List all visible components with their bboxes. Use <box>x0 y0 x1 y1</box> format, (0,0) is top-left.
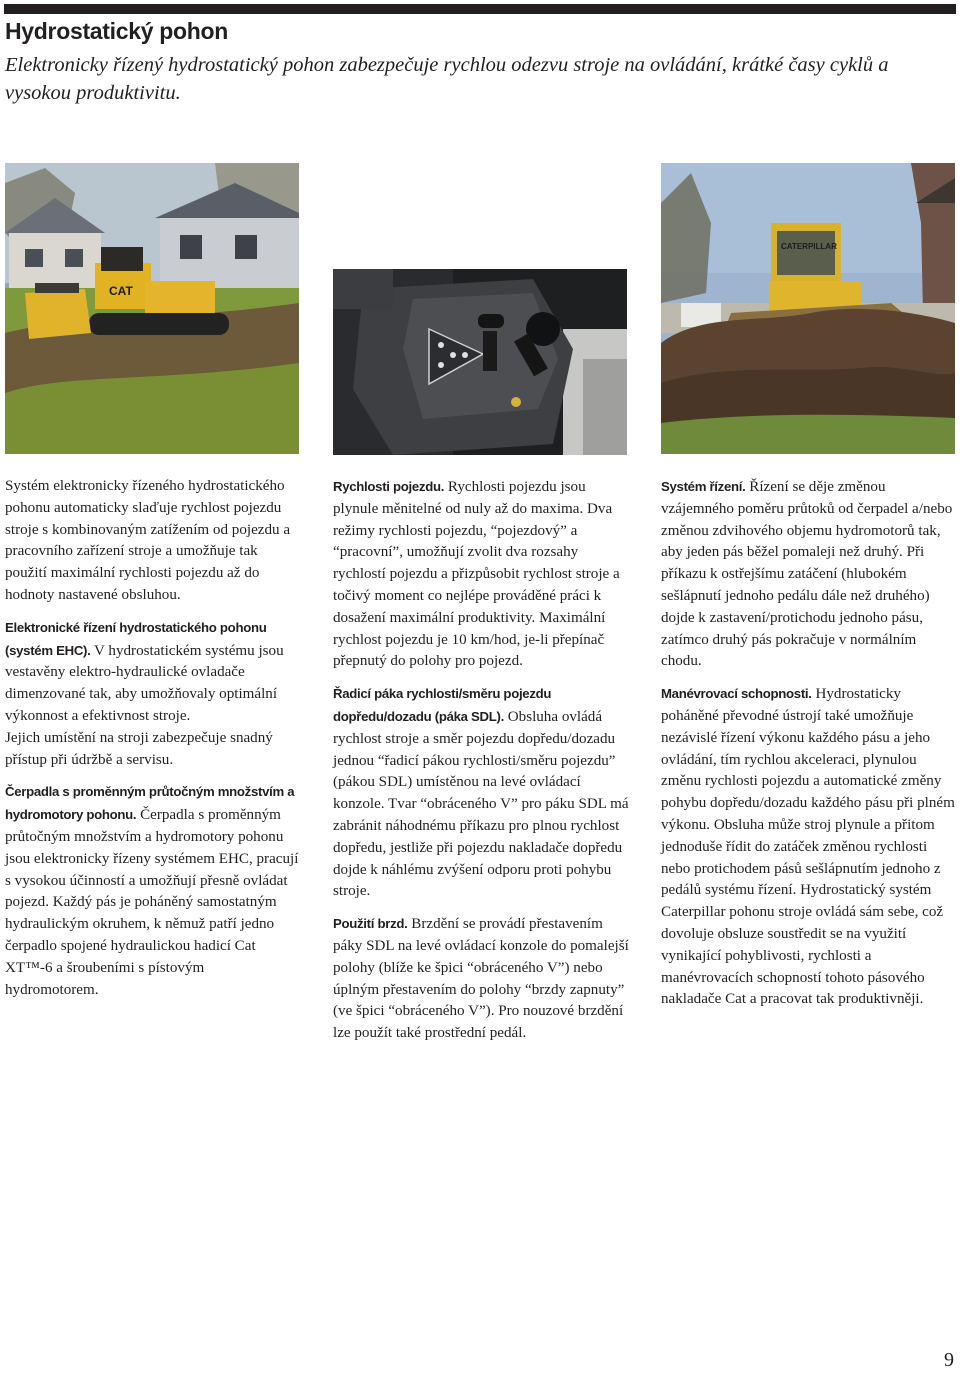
steering-heading: Systém řízení. <box>661 479 746 494</box>
header-rule <box>4 4 956 14</box>
steering-section <box>661 476 957 673</box>
steering-text: Řízení se děje změnou vzájemného poměru průtoků od čerpadel a/nebo změnou zdvihového objemu hydromotorů tak, aby jeden pás běžel pomaleji než druhý. Při příkazu k ostřejšímu zatáčení (hlubokém sešlápnutí jednoho pedálu dále než druhého) dojde k zastavení/protichodu jednoho pásu, zatímco druhý pás pokračuje v normálním chodu. <box>661 479 953 670</box>
speed-section <box>333 476 629 673</box>
sdl-heading: Řadicí páka rychlosti/směru pojezdu dopředu/dozadu (páka SDL). <box>333 686 552 724</box>
sdl-section <box>333 683 629 903</box>
pumps-heading: Čerpadla s proměnným průtočným množstvím a hydromotory pohonu. <box>5 784 295 823</box>
caterpillar-logo-right: CATERPILLAR <box>781 242 837 251</box>
photo-track-loader-houses <box>5 163 299 454</box>
cat-logo-left: CAT <box>109 284 133 298</box>
speed-heading: Rychlosti pojezdu. <box>333 479 445 494</box>
maneuver-text: Hydrostaticky poháněné převodné ústrojí také umožňuje nezávislé řízení výkonu každého pásu a jeho ovládání, tím rychlou akceleraci, plynulou změnu rychlosti pojezdu a automatické změny pohybu dopředu/dozadu každého pásu při plném výkonu. Obsluha může stroj plynule a přitom jednoduše řídit do zatáček změnou rychlosti nebo protichodem pásů sešlápnutím jednoho z pedálů systému řízení. Hydrostatický systém Caterpillar pohonu stroje ovládá sám sebe, což dovoluje obsluze soustředit se na využití vynikající pohyblivosti, rychlosti a manévrovacích schopností tohoto pásového nakladače Cat a pracovat tak produktivněji. <box>661 686 955 1008</box>
text-column-3 <box>661 476 957 1021</box>
text-column-1 <box>5 476 301 1011</box>
ehc-text-2: Jejich umístění na stroji zabezpečuje snadný přístup při údržbě a servisu. <box>5 729 273 768</box>
maneuver-heading: Manévrovací schopnosti. <box>661 686 812 702</box>
ehc-text: V hydrostatickém systému jsou vestavěny elektro-hydraulické ovladače dimenzované tak, aby umožňovaly optimální výkonnost a efektivnost stroje. <box>5 642 284 724</box>
maneuver-section <box>661 683 957 1011</box>
speed-text: Rychlosti pojezdu jsou plynule měnitelné od nuly až do maxima. Dva režimy rychlosti pojezdu, “pojezdový” a “pracovní”, umožňují zvolit dva rozsahy rychlostí pojezdu a přizpůsobit rychlost stroje a točivý moment co nejlépe prováděné práci k dosažení maximální produktivity. Maximální rychlost pojezdu je 10 km/hod, je-li přepínač přepnutý do polohy pro pojezd. <box>333 479 620 670</box>
page-title: Hydrostatický pohon <box>5 18 229 44</box>
ehc-heading: Elektronické řízení hydrostatického pohonu (systém EHC). <box>5 619 267 658</box>
brakes-text: Brzdění se provádí přestavením páky SDL na levé ovládací konzole do pomalejší polohy (blíže ke špici “obráceného V”) nebo úplným přestavením do polohy “brzdy zapnuty” (ve špici “obráceného V”). Pro nouzové brzdění lze použít také prostřední pedál. <box>333 916 629 1042</box>
pumps-section <box>5 781 301 1001</box>
brakes-heading: Použití brzd. <box>333 916 408 932</box>
brakes-section <box>333 913 629 1045</box>
pumps-text: Čerpadla s proměnným průtočným množstvím a hydromotory pohonu jsou elektronicky řízeny systémem EHC, pracují s vysokou účinností a umožňují přesně ovládat pojezd. Každý pás je poháněný samostatným hydraulickým okruhem, k němuž patří jedno čerpadlo spojené hydraulickou hadicí Cat XT™-6 a šroubeními s pístovým hydromotorem. <box>5 807 299 998</box>
page-subtitle: Elektronicky řízený hydrostatický pohon zabezpečuje rychlou odezvu stroje na ovládání, krátké časy cyklů a vysokou produktivitu. <box>5 54 889 104</box>
photo-sdl-joystick <box>333 269 627 455</box>
sdl-text: Obsluha ovládá rychlost stroje a směr pojezdu dopředu/dozadu jednou “řadicí pákou rychlosti/směru pojezdu” (pákou SDL) umístěnou na levé ovládací konzole. Tvar “obráceného V” pro páku SDL má zabránit náhodnému příkazu pro plnou rychlost dopředu, jestliže při pojezdu nakladače dopředu dojde k náhlému zvýšení odporu proti pohybu stroje. <box>333 708 629 900</box>
page-number: 9 <box>944 1349 954 1371</box>
ehc-section <box>5 617 301 772</box>
photo-loader-dirt-pile <box>661 163 955 454</box>
intro-paragraph: Systém elektronicky řízeného hydrostatického pohonu automaticky slaďuje rychlost pojezdu stroje s kombinovaným zatížením od pojezdu a pracovního zařízení stroje a umožňuje tak použití maximální rychlosti pojezdu až do hodnoty nastavené obsluhou. <box>5 478 291 603</box>
text-column-2 <box>333 476 629 1055</box>
